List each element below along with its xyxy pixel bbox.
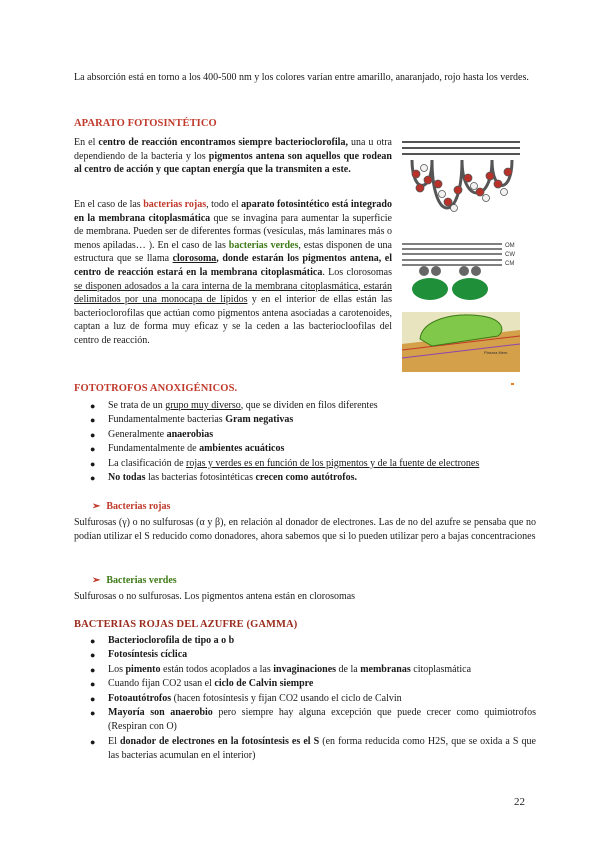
list-item: ● Bacterioclorofila de tipo a o b: [90, 635, 235, 646]
list-item: ● Mayoría son anaerobio pero siempre hay alguna excepción que puede crecer como quimiotrofos (Respiran con O): [90, 707, 536, 733]
label-plasma-membrane: Plasma Mem.: [484, 350, 509, 355]
list-item: ● Fundamentalmente bacterias Gram negativas: [90, 414, 294, 426]
chlorosome-3d-diagram: [402, 312, 520, 372]
list-item: ● Fundamentalmente de ambientes acuáticos: [90, 443, 285, 455]
list-item: ● Fotoautótrofos (hacen fotosíntesis y fijan CO2 usando el ciclo de Calvin: [90, 692, 402, 704]
arrow-icon: ➢: [92, 575, 101, 586]
list-item: ● No todas las bacterias fotosintéticas crecen como autótrofos.: [90, 472, 358, 484]
decorative-dot: [511, 383, 514, 385]
paragraph-bacterias-verdes: Sulfurosas o no sulfurosas. Los pigmentos antena están en clorosomas: [74, 591, 356, 602]
paragraph-bacterias-rojas: Sulfurosas (γ) o no sulfurosas (α y β), en relación al donador de electrones. Las de no del azufre se pensaba que no podían utilizar el S reducido como donadores, ahora sabemos que si lo pueden utilizar pero a bajas concentraciones: [74, 517, 536, 542]
arrow-icon: ➢: [92, 501, 101, 512]
label-cm: CM: [505, 261, 515, 267]
list-item: ● Se trata de un grupo muy diverso, que se dividen en filos diferentes: [90, 400, 378, 411]
list-item: ● El donador de electrones en la fotosíntesis es el S (en forma reducida como H2S, que se oxida a S que las bacterias acumulan en el interior): [90, 735, 536, 762]
chlorosome-diagram: [402, 243, 515, 300]
subheading-bacterias-rojas: ➢ Bacterias rojas: [92, 501, 171, 512]
section-title-aparato-fotosintetico: APARATO FOTOSINTÉTICO: [74, 118, 217, 129]
fototrofos-list: [74, 399, 536, 485]
label-cw: CW: [505, 252, 515, 258]
section-title-fototrofos: FOTOTROFOS ANOXIGÉNICOS.: [74, 383, 238, 394]
intro-paragraph: La absorción está en torno a los 400-500 nm y los colores varían entre amarillo, anaranjado, rojo hasta los verdes.: [74, 72, 529, 83]
list-item: ● Generalmente anaerobias: [90, 428, 214, 440]
list-item: ● Los pimento están todos acoplados a las invaginaciones de la membranas citoplasmática: [90, 663, 472, 675]
photosynthetic-apparatus-figure: [402, 134, 520, 372]
list-item: ● Fotosíntesis cíclica: [90, 649, 188, 661]
bacterias-rojas-azufre-list: [74, 634, 536, 764]
membrane-invagination-diagram: [402, 142, 520, 212]
page-number: 22: [514, 796, 525, 808]
section-title-bacterias-rojas-azufre: BACTERIAS ROJAS DEL AZUFRE (GAMMA): [74, 619, 298, 630]
subheading-bacterias-verdes: ➢ Bacterias verdes: [92, 575, 177, 586]
list-item: ● Cuando fijan CO2 usan el ciclo de Calvin siempre: [90, 678, 314, 690]
label-om: OM: [505, 243, 515, 249]
paragraph-centro-reaccion: En el centro de reacción encontramos siempre bacterioclorofila, una u otra dependiendo de la bacteria y los pigmentos antena son aquellos que rodean al centro de acción y que captan energía que la transmiten a este.: [74, 137, 392, 176]
list-item: ● La clasificación de rojas y verdes es en función de los pigmentos y de la fuente de electrones: [90, 457, 480, 469]
paragraph-bacterias-rojas-verdes: En el caso de las bacterias rojas, todo el aparato fotosintético está integrado en la membrana citoplasmática que se invagina para aumentar la superficie de membrana. Pueden ser de diferentes formas (vesículas, más laminares más o menos apiladas… ). En el caso de las bacterias verdes, estas disponen de una estructura que se llama clorosoma, donde estarán los pigmentos antena, el centro de reacción estará en la membrana citoplasmática. Los clorosomas se disponen adosados a la cara interna de la membrana citoplasmática, estarán delimitados por una monocapa de lípidos y en el interior de ellas están las bacterioclorofilas que actúan como pigmentos antena asociadas a carotenoides, captan a luz de forma muy eficaz y se la ceden a las bacteriocloofilas del centro de reacción.: [74, 199, 393, 346]
